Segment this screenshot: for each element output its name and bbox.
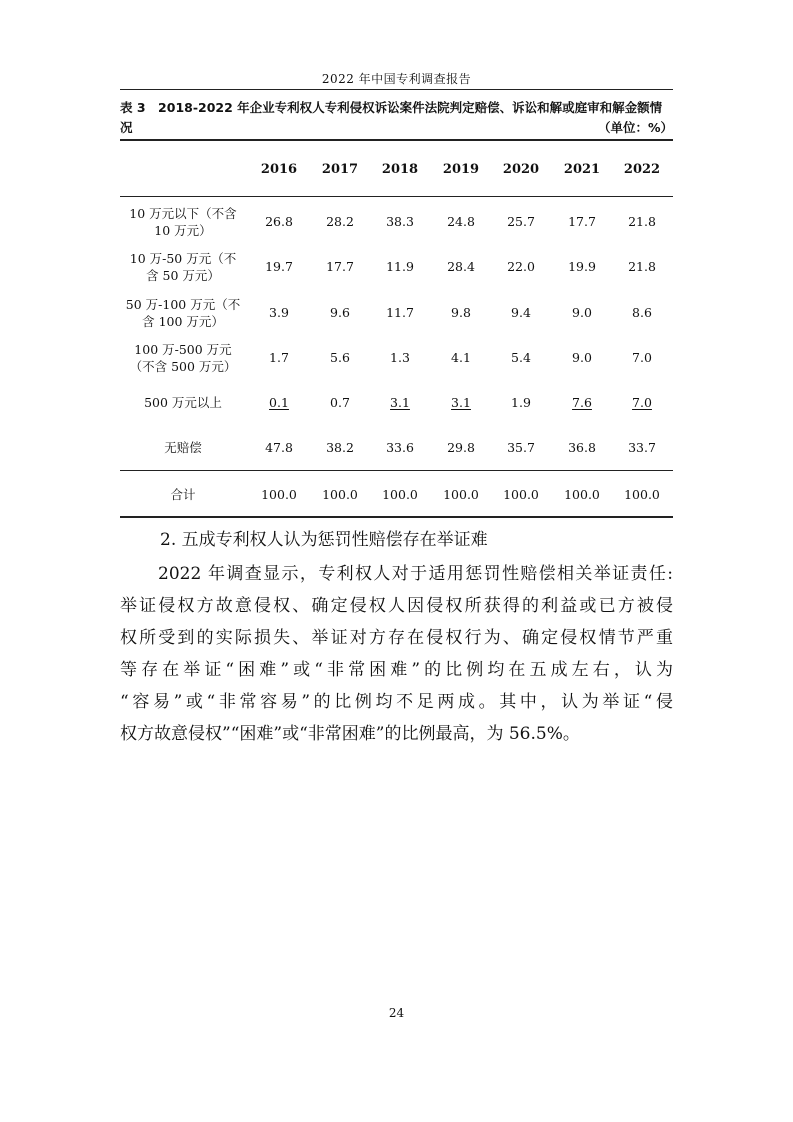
- page-number: 24: [388, 1006, 405, 1020]
- table-bottom-rule: [120, 516, 673, 518]
- table-cell: 22.0: [507, 259, 535, 274]
- table-cell: 35.7: [507, 440, 535, 455]
- table-cell: 25.7: [507, 214, 535, 229]
- table-cell: 7.0: [632, 395, 652, 410]
- paragraph-line: 等存在举证“困难”或“非常困难”的比例均在五成左右，认为: [120, 660, 673, 680]
- table-cell: 38.2: [326, 440, 354, 455]
- table-cell: 9.8: [451, 305, 471, 320]
- body-paragraph: [120, 558, 673, 750]
- table-cell: 3.9: [269, 305, 289, 320]
- table-cell: 9.0: [572, 305, 592, 320]
- table-cell: 100.0: [564, 487, 600, 502]
- table-cell: 100.0: [382, 487, 418, 502]
- table-cell: 21.8: [628, 214, 656, 229]
- row-label: 500 万元以上: [144, 395, 222, 410]
- table-total-rule: [120, 470, 673, 471]
- table-cell: 29.8: [447, 440, 475, 455]
- table-cell: 28.4: [447, 259, 475, 274]
- column-header-2019: 2019: [442, 162, 480, 177]
- table-cell: 7.0: [632, 350, 652, 365]
- table-title-continuation: 况: [120, 120, 133, 135]
- row-label-line: 50 万-100 万元（不: [125, 297, 241, 312]
- column-header-2018: 2018: [381, 162, 419, 177]
- table-cell: 3.1: [390, 395, 410, 410]
- table-cell: 36.8: [568, 440, 596, 455]
- table-cell: 19.7: [265, 259, 293, 274]
- table-cell: 1.7: [269, 350, 289, 365]
- row-label-line: 10 万元以下（不含: [129, 206, 237, 221]
- column-header-2020: 2020: [502, 162, 540, 177]
- row-label-line: （不含 500 万元）: [129, 359, 237, 374]
- section-heading: 2. 五成专利权人认为惩罚性赔偿存在举证难: [160, 530, 488, 550]
- paragraph-line: 权所受到的实际损失、举证对方存在侵权行为、确定侵权情节严重: [120, 628, 673, 648]
- table-cell: 100.0: [443, 487, 479, 502]
- row-label: [120, 250, 246, 284]
- table-cell: 1.9: [511, 395, 531, 410]
- table-cell: 5.4: [511, 350, 531, 365]
- table-cell: 24.8: [447, 214, 475, 229]
- row-label: [120, 341, 246, 375]
- table-cell: 3.1: [451, 395, 471, 410]
- table-cell: 11.9: [386, 259, 414, 274]
- table-cell: 9.6: [330, 305, 350, 320]
- row-label: 合计: [170, 487, 196, 502]
- table-title-line2: [120, 118, 673, 138]
- table-title-line1: 表 3 2018-2022 年企业专利权人专利侵权诉讼案件法院判定赔偿、诉讼和解或庭审和解金额情: [120, 100, 663, 115]
- table-unit: （单位：%）: [597, 120, 673, 135]
- paragraph-line: 权方故意侵权”“困难”或“非常困难”的比例最高，为 56.5%。: [120, 724, 580, 744]
- column-header-2021: 2021: [563, 162, 601, 177]
- column-header-2016: 2016: [260, 162, 298, 177]
- paragraph-line: “容易”或“非常容易”的比例均不足两成。其中，认为举证“侵: [120, 692, 673, 712]
- row-label-line: 含 100 万元）: [142, 314, 224, 329]
- table-cell: 100.0: [503, 487, 539, 502]
- page-header: 2022 年中国专利调查报告: [321, 72, 472, 86]
- column-header-2022: 2022: [623, 162, 661, 177]
- row-label: [120, 205, 246, 239]
- table-cell: 33.6: [386, 440, 414, 455]
- table-cell: 100.0: [261, 487, 297, 502]
- paragraph-line: 举证侵权方故意侵权、确定侵权人因侵权所获得的利益或已方被侵: [120, 596, 673, 616]
- row-label: [120, 296, 246, 330]
- table-cell: 9.4: [511, 305, 531, 320]
- table-cell: 11.7: [386, 305, 414, 320]
- table-cell: 0.7: [330, 395, 350, 410]
- table-cell: 8.6: [632, 305, 652, 320]
- table-cell: 5.6: [330, 350, 350, 365]
- table-cell: 28.2: [326, 214, 354, 229]
- table-cell: 1.3: [390, 350, 410, 365]
- header-rule: [120, 89, 673, 90]
- table-cell: 7.6: [572, 395, 592, 410]
- table-header-rule: [120, 196, 673, 197]
- row-label-line: 含 50 万元）: [146, 268, 220, 283]
- row-label: 无赔偿: [164, 440, 202, 455]
- table-cell: 100.0: [322, 487, 358, 502]
- table-cell: 47.8: [265, 440, 293, 455]
- table-cell: 100.0: [624, 487, 660, 502]
- table-cell: 21.8: [628, 259, 656, 274]
- table-cell: 17.7: [568, 214, 596, 229]
- table-cell: 9.0: [572, 350, 592, 365]
- table-cell: 26.8: [265, 214, 293, 229]
- table-title: [120, 98, 673, 138]
- row-label-line: 10 万元）: [154, 223, 212, 238]
- paragraph-line: 2022 年调查显示，专利权人对于适用惩罚性赔偿相关举证责任:: [158, 564, 673, 584]
- table-cell: 17.7: [326, 259, 354, 274]
- table-cell: 38.3: [386, 214, 414, 229]
- table-cell: 0.1: [269, 395, 289, 410]
- row-label-line: 10 万-50 万元（不: [129, 251, 237, 266]
- table-cell: 19.9: [568, 259, 596, 274]
- row-label-line: 100 万-500 万元: [134, 342, 232, 357]
- column-header-2017: 2017: [321, 162, 359, 177]
- table-cell: 4.1: [451, 350, 471, 365]
- table-cell: 33.7: [628, 440, 656, 455]
- table-top-rule: [120, 139, 673, 141]
